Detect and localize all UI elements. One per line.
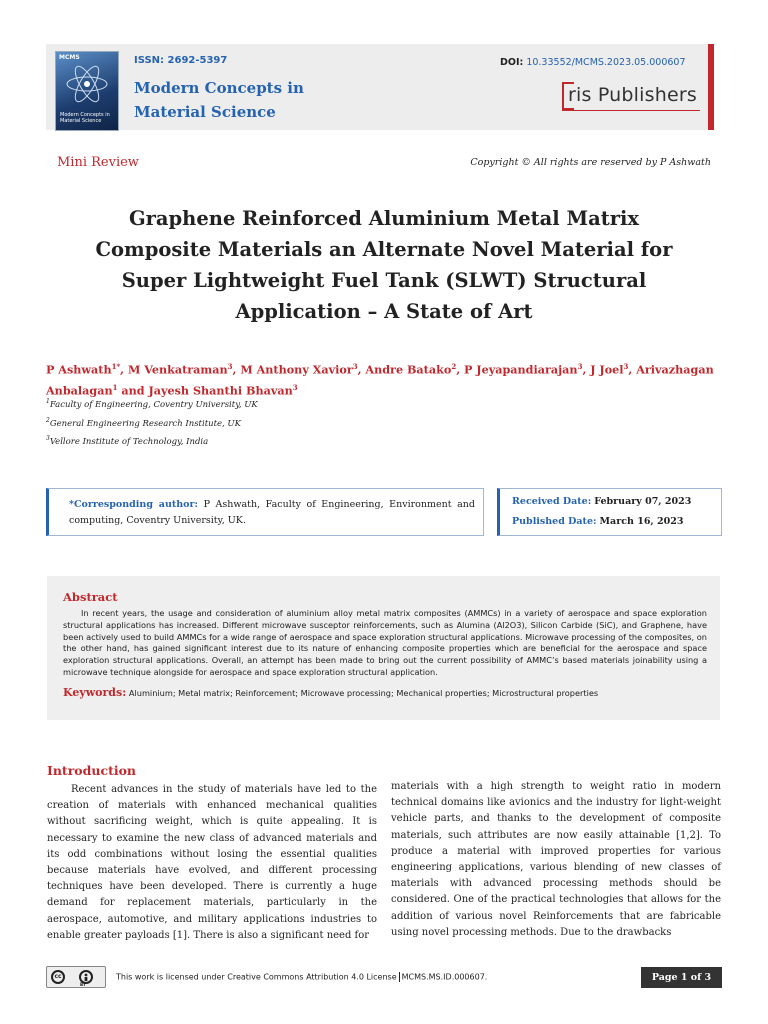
abstract-section	[47, 576, 720, 720]
affiliation-1	[46, 398, 258, 410]
affiliation-sup: 3	[46, 435, 50, 442]
license-link[interactable]: This work is licensed under Creative Commons Attribution 4.0 License	[116, 972, 397, 982]
corresponding-author-text	[69, 497, 475, 529]
keywords-label: Keywords:	[63, 686, 127, 699]
author-name: Jayesh Shanthi Bhavan	[148, 383, 293, 398]
corresponding-author-details: P Ashwath, Faculty of Engineering, Environment and computing, Coventry University, UK.	[69, 499, 476, 526]
published-date-value: March 16, 2023	[599, 516, 684, 527]
affiliation-text: Faculty of Engineering, Coventry University, UK	[49, 399, 258, 410]
license-text	[116, 972, 487, 982]
separator	[399, 972, 400, 982]
author-affiliation-sup: 1*	[111, 362, 121, 371]
publisher-name: ris Publishers	[568, 84, 697, 106]
publisher-logo	[562, 82, 700, 111]
abstract-text: In recent years, the usage and consideration of aluminium alloy metal matrix composites (AMMCs) in a variety of aerospace and space exploration structural applications has increased. Different microwave susceptor reinforcements, such as Alumina (Al2O3), Silicon Carbide (SiC), and Graphene, have been actively used to build AMMCs for a wide range of aerospace and space exploration structural applications. Microwave processing of the composites, on the other hand, has gained significant interest due to its nature of enhancing composite properties which are beneficial for the aerospace and space exploration structural applications. Overall, an attempt has been made to bring out the current possibility of AMMC’s based materials joinability using a microwave technique alongside for aerospace and space exploration structural application.	[63, 608, 707, 677]
doi	[500, 57, 686, 68]
received-date-label: Received Date:	[512, 496, 592, 507]
author-name: P Ashwath	[46, 362, 112, 377]
corresponding-author-box	[46, 488, 484, 536]
author-affiliation-sup: 3	[623, 362, 629, 371]
author-affiliation-sup: 1	[112, 382, 118, 392]
author-affiliation-sup: 2	[451, 362, 457, 371]
page-number: Page 1 of 3	[641, 967, 722, 988]
author-affiliation-sup: 3	[292, 382, 298, 392]
affiliation-sup: 2	[46, 417, 50, 424]
affiliation-3	[46, 435, 208, 447]
author-list: P Ashwath$^{1*}$, M Venkatraman$^3$, M Anthony Xavior$^3$, Andre Batako$^2$, P Jeyapandiarajan$^3$, J Joel$^3$, Arivazhagan Anbalagan$^1$ and Jayesh Shanthi Bhavan$^3$	[46, 362, 714, 398]
doi-label: DOI:	[500, 57, 524, 68]
header-accent-bar	[708, 44, 714, 130]
journal-cover-image	[55, 51, 119, 131]
introduction-heading: Introduction	[47, 763, 137, 778]
article-type: Mini Review	[57, 155, 139, 170]
by-label: BY	[80, 982, 86, 987]
keywords	[63, 686, 707, 699]
journal-name-line2: Material Science	[134, 103, 276, 121]
cover-title: Modern Concepts in Material Science	[60, 112, 110, 124]
published-date-label: Published Date:	[512, 516, 597, 527]
author-name: Arivazhagan Anbalagan	[46, 362, 714, 398]
corresponding-author-label: *Corresponding author:	[69, 499, 199, 510]
affiliation-text: Vellore Institute of Technology, India	[49, 436, 209, 447]
author-name: J Joel	[590, 362, 624, 377]
received-date-value: February 07, 2023	[594, 496, 692, 507]
journal-name	[134, 76, 354, 124]
affiliation-2	[46, 417, 241, 429]
article-id: MCMS.MS.ID.000607.	[401, 972, 488, 982]
introduction-column-1: Recent advances in the study of materials have led to the creation of materials with enhanced mechanical qualities without sacrificing weight, which is quite appealing. It is necessary to examine the new class of advanced materials and its odd combinations without losing the essential qualities because materials have evolved, and different processing techniques have been developed. There is currently a huge demand for replacement materials, particularly in the aerospace, automotive, and military applications industries to enable greater payloads [1]. There is also a significant need for	[47, 784, 377, 941]
affiliation-text: General Engineering Research Institute, UK	[49, 418, 241, 429]
cc-icon: cc	[51, 970, 65, 984]
keywords-text: Aluminium; Metal matrix; Reinforcement; Microwave processing; Mechanical properties; Microstructural properties	[128, 688, 599, 698]
doi-link[interactable]: 10.33552/MCMS.2023.05.000607	[526, 57, 686, 68]
author-name: P Jeyapandiarajan	[463, 362, 578, 377]
author-name: M Venkatraman	[127, 362, 228, 377]
copyright: Copyright © All rights are reserved by P Ashwath	[470, 157, 711, 168]
issn: ISSN: 2692-5397	[134, 55, 228, 66]
atom-graphic-icon	[64, 64, 110, 104]
introduction-column-2: materials with a high strength to weight ratio in modern technical domains like avionics and the industry for light-weight vehicle parts, and thanks to the development of composite materials, such attributes are now easily attainable [1,2]. To produce a material with improved properties for various engineering applications, various blending of new classes of materials with advanced processing methods should be considered. One of the practical technologies that allows for the addition of various novel Reinforcements that are fabricable using novel processing methods. Due to the drawbacks	[391, 781, 721, 938]
journal-name-line1: Modern Concepts in	[134, 79, 304, 97]
article-title: Graphene Reinforced Aluminium Metal Matrix Composite Materials an Alternate Novel Material for Super Lightweight Fuel Tank (SLWT) Structural Application – A State of Art	[95, 207, 673, 323]
cover-label: MCMS	[59, 54, 80, 61]
dates-box	[497, 488, 722, 536]
creative-commons-logo[interactable]	[46, 966, 106, 988]
author-affiliation-sup: 3	[577, 362, 583, 371]
received-date	[512, 496, 691, 507]
affiliation-sup: 1	[46, 398, 50, 405]
published-date	[512, 516, 683, 527]
author-name: M Anthony Xavior	[240, 362, 353, 377]
author-name: Andre Batako	[365, 362, 452, 377]
abstract-heading: Abstract	[63, 590, 118, 604]
author-affiliation-sup: 3	[352, 362, 358, 371]
author-affiliation-sup: 3	[227, 362, 233, 371]
